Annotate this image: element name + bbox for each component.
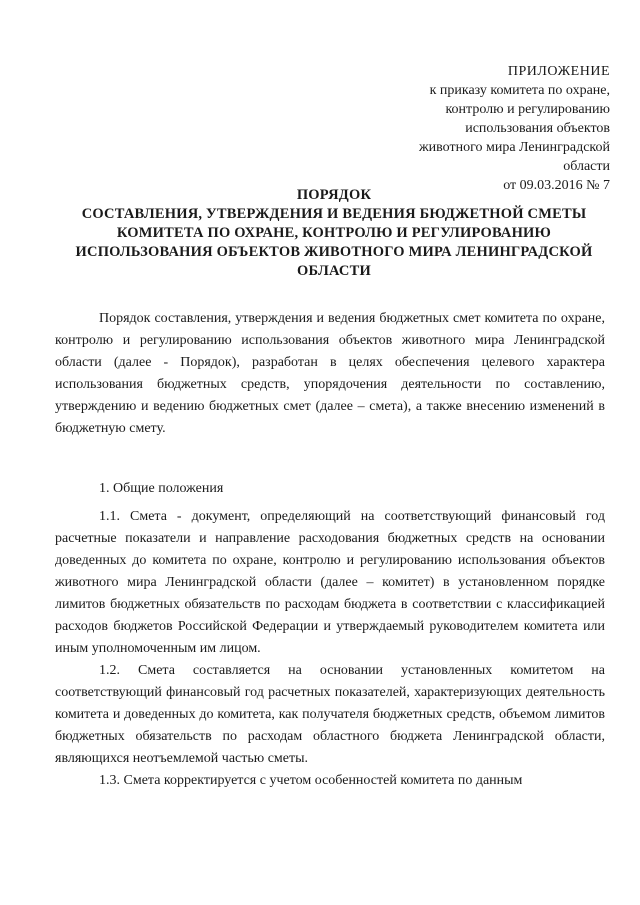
appendix-line: области xyxy=(563,159,610,174)
appendix-line: к приказу комитета по охране, xyxy=(429,83,610,98)
appendix-line: использования объектов xyxy=(465,121,610,136)
appendix-block xyxy=(350,62,610,195)
section-heading: 1. Общие положения xyxy=(99,481,224,496)
appendix-line: животного мира Ленинградской xyxy=(418,140,610,155)
title-line: ПОРЯДОК xyxy=(296,187,372,203)
paragraph-1-2: 1.2. Смета составляется на основании установленных комитетом на соответствующий финансовый год расчетных показателей, характеризующих деятельность комитета и доведенных до комитета, как получателя бюджетных средств, объемом лимитов бюджетных обязательств по расходам областного бюджета Ленинградской области, являющихся неотъемлемой частью сметы. xyxy=(55,663,605,766)
document-body xyxy=(55,308,605,792)
title-line: ОБЛАСТИ xyxy=(297,263,371,279)
appendix-title: ПРИЛОЖЕНИЕ xyxy=(507,64,610,79)
document-title xyxy=(70,186,598,281)
title-line: ИСПОЛЬЗОВАНИЯ ОБЪЕКТОВ ЖИВОТНОГО МИРА ЛЕНИНГРАДСКОЙ xyxy=(75,244,593,260)
title-line: КОМИТЕТА ПО ОХРАНЕ, КОНТРОЛЮ И РЕГУЛИРОВАНИЮ xyxy=(116,225,552,241)
intro-paragraph: Порядок составления, утверждения и ведения бюджетных смет комитета по охране, контролю и регулированию использования объектов животного мира Ленинградской области (далее - Порядок), разработан в целях обеспечения целевого характера использования бюджетных средств, упорядочения деятельности по составлению, утверждению и ведению бюджетных смет (далее – смета), а также внесению изменений в бюджетную смету. xyxy=(55,311,605,436)
paragraph-1-1: 1.1. Смета - документ, определяющий на соответствующий финансовый год расчетные показатели и направление расходования бюджетных средств на основании доведенных до комитета по охране, контролю и регулированию использования объектов животного мира Ленинградской области (далее – комитет) в установленном порядке лимитов бюджетных обязательств по расходам бюджета в соответствии с классификацией расходов бюджетов Российской Федерации и утверждаемый руководителем комитета или иным уполномоченным им лицом. xyxy=(55,509,605,656)
appendix-line: контролю и регулированию xyxy=(445,102,610,117)
paragraph-1-3: 1.3. Смета корректируется с учетом особенностей комитета по данным xyxy=(99,773,523,788)
appendix-date-line: от 09.03.2016 № 7 xyxy=(503,178,610,193)
title-line: СОСТАВЛЕНИЯ, УТВЕРЖДЕНИЯ И ВЕДЕНИЯ БЮДЖЕТНОЙ СМЕТЫ xyxy=(81,206,587,222)
